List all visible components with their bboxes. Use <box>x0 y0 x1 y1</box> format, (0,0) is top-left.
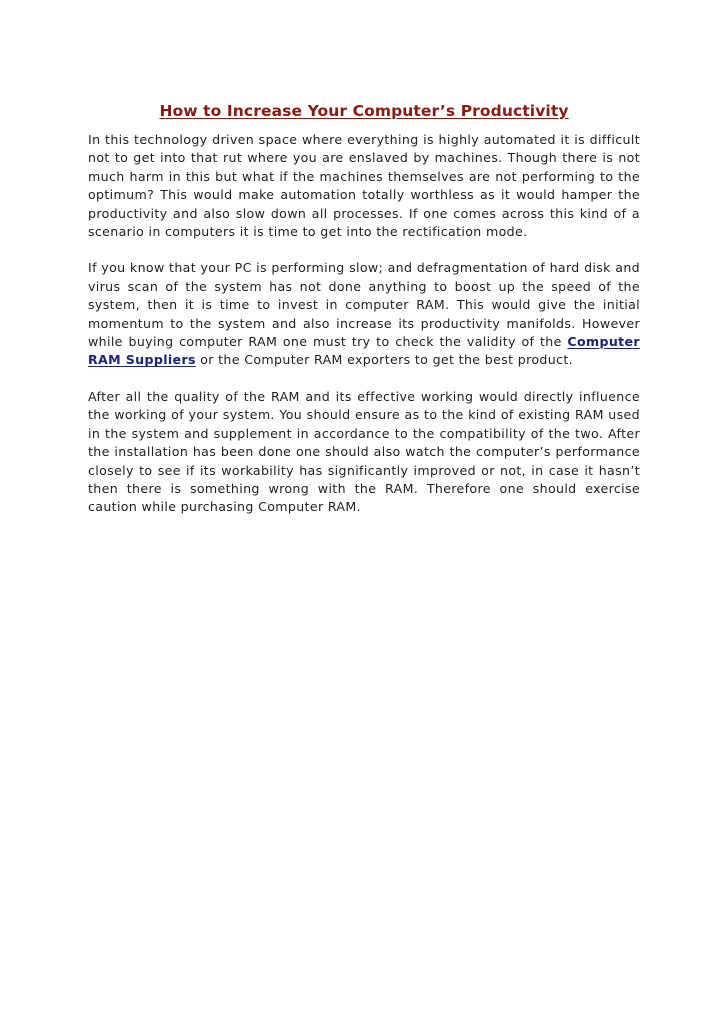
paragraph-text-before-link: If you know that your PC is performing slow; and defragmentation of hard disk and virus scan of the system has not done anything to boost up the speed of the system, then it is time to invest in computer RAM. This would give the initial momentum to the system and also increase its productivity manifolds. However while buying computer RAM one must try to check the validity of the <box>88 260 640 350</box>
document-title: How to Increase Your Computer’s Productivity <box>159 102 569 120</box>
paragraph-text-after-link: or the Computer RAM exporters to get the best product. <box>195 352 573 368</box>
computer-ram-suppliers-link[interactable]: Computer RAM Suppliers <box>88 334 640 368</box>
document-content <box>88 101 640 535</box>
paragraph-conclusion: After all the quality of the RAM and its effective working would directly influence the working of your system. You should ensure as to the kind of existing RAM used in the system and supplement in accordance to the compatibility of the two. After the installation has been done one should also watch the computer’s performance closely to see if its workability has significantly improved or not, in case it hasn’t then there is something wrong with the RAM. Therefore one should exercise caution while purchasing Computer RAM. <box>88 388 640 515</box>
paragraph-intro: In this technology driven space where everything is highly automated it is difficult not to get into that rut where you are enslaved by machines. Though there is not much harm in this but what if the machines themselves are not performing to the optimum? This would make automation totally worthless as it would hamper the productivity and also slow down all processes. If one comes across this kind of a scenario in computers it is time to get into the rectification mode. <box>88 132 640 240</box>
paragraph-ram-investment <box>88 259 640 369</box>
